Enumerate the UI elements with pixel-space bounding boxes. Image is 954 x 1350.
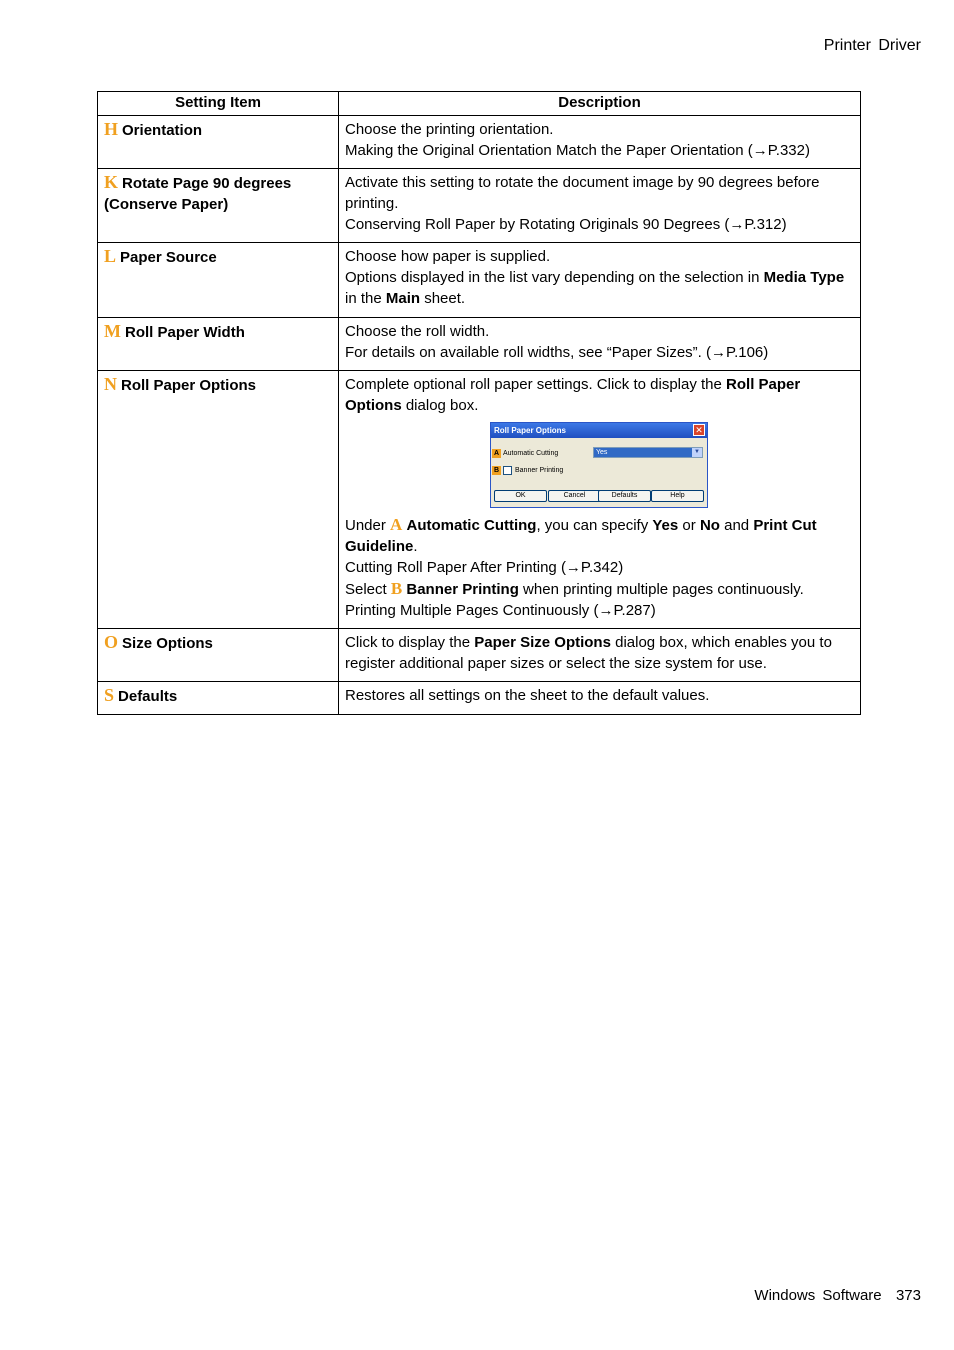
running-header: Printer Driver xyxy=(823,37,921,54)
description-line xyxy=(345,632,854,674)
automatic-cutting-row xyxy=(492,448,558,459)
table-row xyxy=(98,116,861,169)
text-run: Click to display the xyxy=(345,634,475,651)
item-name: Roll Paper Options xyxy=(121,377,257,394)
description-line xyxy=(345,578,854,600)
table-row xyxy=(98,169,861,243)
setting-item-cell xyxy=(98,169,339,243)
ui-term: No xyxy=(699,517,720,534)
setting-item-cell xyxy=(98,318,339,371)
setting-item-cell xyxy=(98,243,339,318)
text-run: in the xyxy=(345,290,386,307)
ui-term: Yes xyxy=(652,517,679,534)
callout-letter: A xyxy=(390,515,403,534)
ui-term: Main xyxy=(385,290,421,307)
callout-badge: A xyxy=(493,450,500,457)
description-cell xyxy=(339,116,861,169)
description-line: Choose the printing orientation. xyxy=(345,121,554,138)
banner-printing-label: Banner Printing xyxy=(515,467,564,474)
close-icon[interactable]: ✕ xyxy=(693,424,705,436)
text-run: when printing multiple pages continuously. xyxy=(518,581,804,598)
running-footer xyxy=(754,1287,921,1304)
item-letter: H xyxy=(104,119,119,139)
item-name: Roll Paper Width xyxy=(125,324,245,341)
ui-term: Media Type xyxy=(763,269,845,286)
description-line: Choose the roll width. xyxy=(345,323,490,340)
description-cell xyxy=(339,243,861,318)
settings-table xyxy=(97,91,861,715)
ui-term: Automatic Cutting xyxy=(406,517,537,534)
text-run: dialog box, which enables you to register additional paper sizes or select the size system for use. xyxy=(345,634,832,672)
description-line xyxy=(345,514,854,557)
dialog-titlebar xyxy=(491,423,707,438)
page-reference: Making the Original Orientation Match the Paper Orientation (→P.332) xyxy=(345,142,810,159)
description-cell xyxy=(339,169,861,243)
item-name: Orientation xyxy=(122,122,203,139)
table-row xyxy=(98,682,861,715)
description-cell xyxy=(339,629,861,682)
chevron-down-icon[interactable]: ▼ xyxy=(692,448,702,457)
text-run: sheet. xyxy=(420,290,466,307)
col-header-setting-item: Setting Item xyxy=(98,92,339,116)
text-run: Under xyxy=(345,517,391,534)
ok-button[interactable]: OK xyxy=(494,490,547,502)
text-run: Options displayed in the list vary depending on the selection in xyxy=(345,269,764,286)
page-reference: For details on available roll widths, see “Paper Sizes”. (→P.106) xyxy=(345,344,769,361)
banner-printing-row xyxy=(492,465,563,476)
description-line: Choose how paper is supplied. xyxy=(345,248,551,265)
item-name: Paper Source xyxy=(120,249,217,266)
ui-term: Paper Size Options xyxy=(474,634,611,651)
help-button[interactable]: Help xyxy=(651,490,704,502)
text-run: Select xyxy=(345,581,391,598)
description-line xyxy=(345,267,854,309)
text-run: or xyxy=(678,517,700,534)
automatic-cutting-select[interactable] xyxy=(593,447,703,458)
table-row xyxy=(98,243,861,318)
item-letter: O xyxy=(104,632,119,652)
item-letter: M xyxy=(104,321,121,341)
select-value: Yes xyxy=(594,448,692,457)
description-line: Restores all settings on the sheet to the default values. xyxy=(345,687,710,704)
description-cell xyxy=(339,371,861,629)
item-letter: K xyxy=(104,172,119,192)
item-name: Rotate Page 90 degrees (Conserve Paper) xyxy=(104,175,292,213)
callout-letter: B xyxy=(390,579,403,598)
page-reference: Conserving Roll Paper by Rotating Originals 90 Degrees (→P.312) xyxy=(345,216,787,233)
item-name: Size Options xyxy=(122,635,213,652)
cancel-button[interactable]: Cancel xyxy=(548,490,601,502)
item-letter: L xyxy=(104,246,117,266)
text-run: . xyxy=(413,538,418,555)
callout-badge: B xyxy=(493,467,500,474)
text-run: Complete optional roll paper settings. Click to display the xyxy=(345,376,727,393)
table-row xyxy=(98,371,861,629)
table-header-row xyxy=(98,92,861,116)
ui-term: Print Cut Guideline xyxy=(345,517,817,555)
setting-item-cell xyxy=(98,116,339,169)
ui-term: Roll Paper Options xyxy=(345,376,801,414)
ui-term: Banner Printing xyxy=(406,581,519,598)
page-reference: Cutting Roll Paper After Printing (→P.342) xyxy=(345,559,624,576)
roll-paper-options-dialog xyxy=(490,422,708,508)
dialog-title: Roll Paper Options xyxy=(494,426,567,435)
description-cell xyxy=(339,318,861,371)
description-line: Activate this setting to rotate the document image by 90 degrees before printing. xyxy=(345,174,820,212)
setting-item-cell xyxy=(98,371,339,629)
banner-printing-checkbox[interactable] xyxy=(503,466,512,475)
setting-item-cell xyxy=(98,682,339,715)
defaults-button[interactable]: Defaults xyxy=(598,490,651,502)
text-run: dialog box. xyxy=(401,397,479,414)
automatic-cutting-label: Automatic Cutting xyxy=(503,450,559,457)
item-letter: N xyxy=(104,374,117,394)
text-run: and xyxy=(719,517,754,534)
table-row xyxy=(98,318,861,371)
item-letter: S xyxy=(104,685,115,705)
col-header-description: Description xyxy=(339,92,861,116)
description-cell xyxy=(339,682,861,715)
table-row xyxy=(98,629,861,682)
page-number: 373 xyxy=(895,1287,921,1304)
footer-chapter: Windows Software xyxy=(754,1287,882,1304)
setting-item-cell xyxy=(98,629,339,682)
description-line xyxy=(345,374,854,416)
page-reference: Printing Multiple Pages Continuously (→P.287) xyxy=(345,602,656,619)
text-run: , you can specify xyxy=(536,517,653,534)
item-name: Defaults xyxy=(118,688,178,705)
